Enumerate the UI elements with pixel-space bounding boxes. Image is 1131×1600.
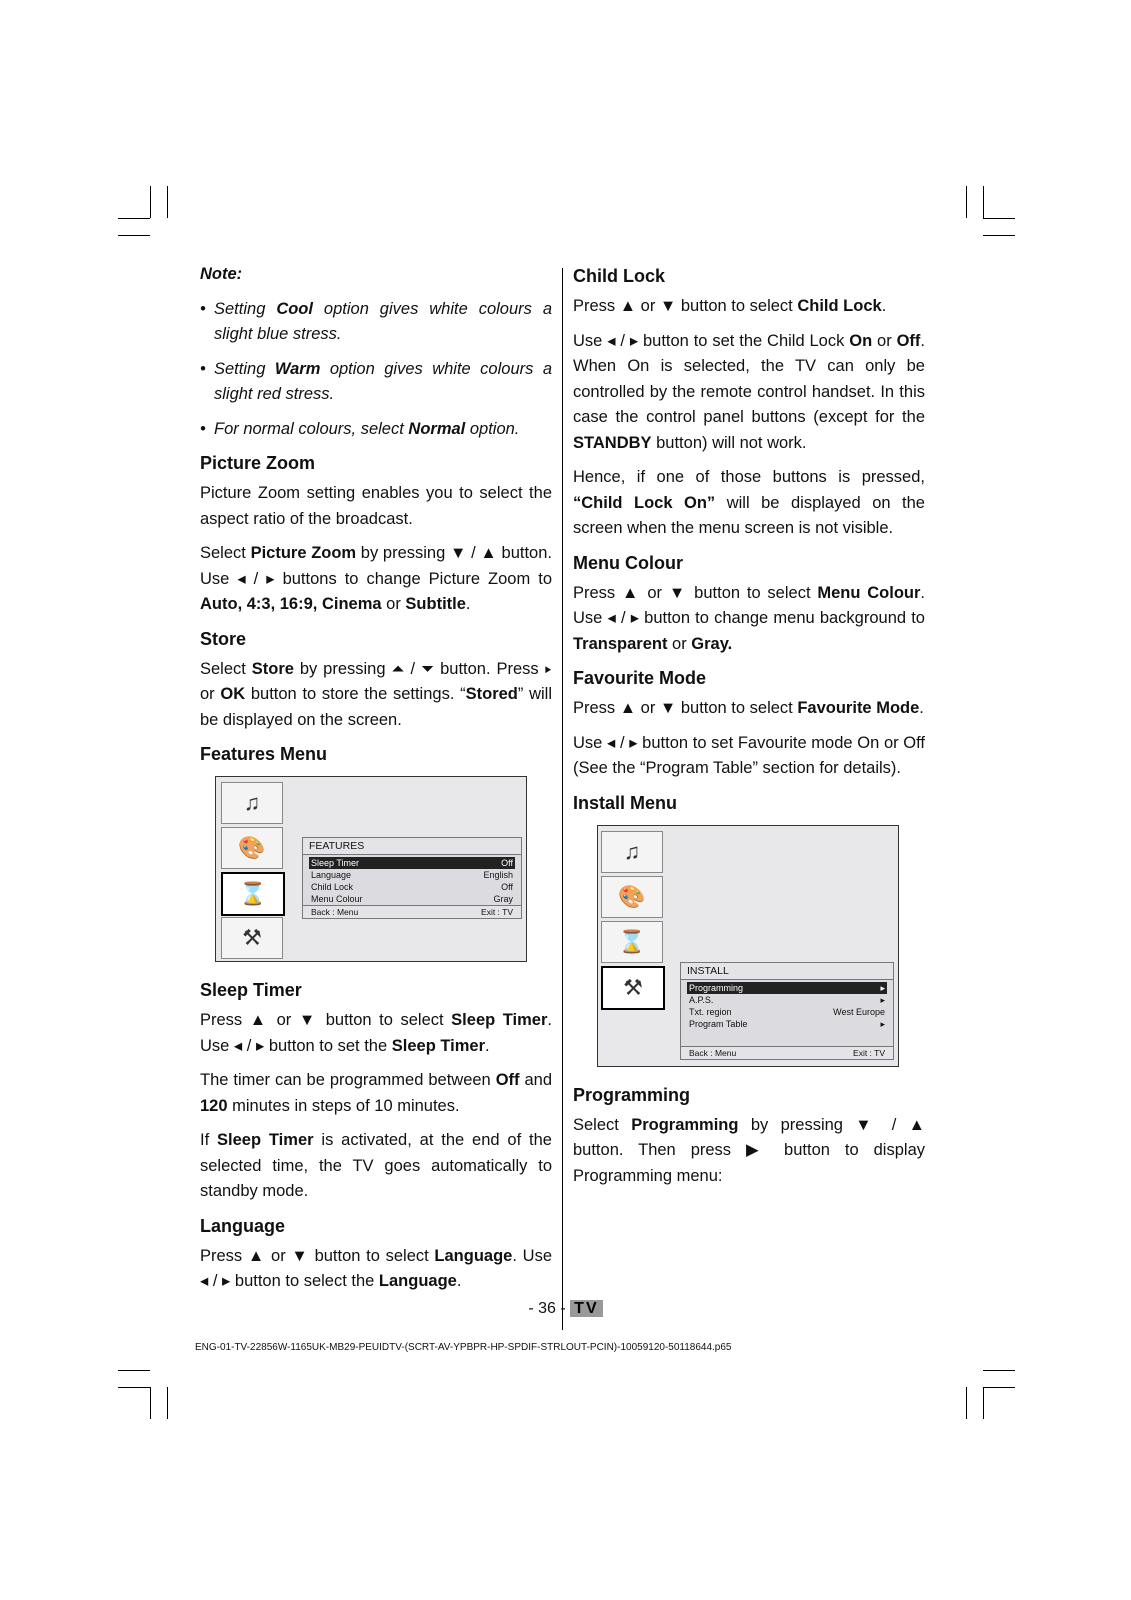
menu-footer: Back : Menu Exit : TV bbox=[681, 1046, 893, 1059]
section-title-store: Store bbox=[200, 628, 247, 649]
paragraph: Press ▲ or ▼ button to select Sleep Timer. Use ◂ / ▸ button to set the Sleep Timer. bbox=[200, 1011, 552, 1055]
paragraph: Press ▲ or ▼ button to select Menu Colour. Use ◂ / ▸ button to change menu background to Transparent or Gray. bbox=[573, 583, 925, 653]
paragraph: Hence, if one of those buttons is pressed, “Child Lock On” will be displayed on the screen when the menu screen is not visible. bbox=[573, 468, 925, 537]
menu-row: A.P.S. ▸ bbox=[689, 994, 885, 1005]
features-icon: ⌛ bbox=[601, 921, 663, 963]
picture-icon: 🎨 bbox=[221, 827, 283, 869]
features-menu-panel bbox=[302, 837, 522, 919]
crop-mark bbox=[150, 186, 151, 218]
install-menu-panel bbox=[680, 962, 894, 1060]
install-icon: ⚒ bbox=[221, 917, 283, 959]
menu-footer: Back : Menu Exit : TV bbox=[303, 905, 521, 918]
paragraph: Press ▲ or ▼ button to select Child Lock. bbox=[573, 297, 887, 315]
sound-icon: ♫ bbox=[601, 831, 663, 873]
crop-mark bbox=[983, 1387, 1015, 1388]
section-title-child-lock: Child Lock bbox=[573, 266, 666, 286]
menu-row: Language English bbox=[311, 870, 513, 880]
section-title-sleep-timer: Sleep Timer bbox=[200, 980, 302, 1000]
page-number: - 36 - TV bbox=[0, 1300, 1131, 1318]
features-icon: ⌛ bbox=[221, 872, 285, 916]
paragraph: Select Programming by pressing ▼ / ▲ button. Then press ▶ button to display Programming menu: bbox=[573, 1115, 925, 1185]
page-tag: TV bbox=[570, 1300, 602, 1317]
crop-mark bbox=[167, 1387, 168, 1419]
crop-mark bbox=[966, 186, 967, 218]
section-title-favourite-mode: Favourite Mode bbox=[573, 668, 707, 688]
crop-mark bbox=[167, 186, 168, 218]
install-icon: ⚒ bbox=[601, 966, 665, 1010]
menu-row: Sleep Timer Off bbox=[311, 858, 513, 868]
paragraph: Use ◂ / ▸ button to set the Child Lock On or Off. When On is selected, the TV can only be controlled by the remote control handset. In this case the control panel buttons (except for the STANDBY button) will not work. bbox=[573, 331, 926, 452]
menu-title: FEATURES bbox=[303, 838, 521, 855]
paragraph: Use ◂ / ▸ button to set Favourite mode On or Off (See the “Program Table” section for details). bbox=[573, 733, 925, 777]
note-bullet: • Setting Warm option gives white colours a slight red stress. bbox=[200, 359, 552, 403]
menu-row: Program Table ▸ bbox=[689, 1018, 885, 1029]
paragraph: Select Store by pressing ⏶ / ⏷ button. Press ▸ or OK button to store the settings. “Stored” will be displayed on the screen. bbox=[200, 659, 552, 729]
menu-row: Txt. region West Europe bbox=[689, 1006, 885, 1017]
crop-mark bbox=[150, 1387, 151, 1419]
sound-icon: ♫ bbox=[221, 782, 283, 824]
section-title-programming: Programming bbox=[573, 1084, 691, 1105]
column-divider bbox=[562, 268, 563, 1330]
note-block bbox=[200, 262, 552, 442]
right-column bbox=[573, 262, 925, 1198]
picture-icon: 🎨 bbox=[601, 876, 663, 918]
crop-mark bbox=[118, 235, 150, 236]
crop-mark bbox=[118, 1370, 150, 1371]
paragraph: Press ▲ or ▼ button to select Favourite Mode. bbox=[573, 699, 924, 717]
crop-mark bbox=[118, 1387, 150, 1388]
left-column bbox=[200, 262, 552, 1304]
crop-mark bbox=[983, 1370, 1015, 1371]
menu-row: Programming ▸ bbox=[689, 982, 885, 993]
paragraph: Press ▲ or ▼ button to select Language. Use ◂ / ▸ button to select the Language. bbox=[200, 1246, 552, 1290]
section-title-menu-colour: Menu Colour bbox=[573, 552, 683, 573]
features-menu-screenshot bbox=[215, 776, 527, 962]
crop-mark bbox=[983, 235, 1015, 236]
section-title-picture-zoom: Picture Zoom bbox=[200, 453, 316, 473]
section-title-features-menu: Features Menu bbox=[200, 744, 328, 764]
crop-mark bbox=[118, 218, 150, 219]
section-title-language: Language bbox=[200, 1215, 286, 1236]
paragraph: Select Picture Zoom by pressing ▼ / ▲ button. Use ◂ / ▸ buttons to change Picture Zoom to Auto, 4:3, 16:9, Cinema or Subtitle. bbox=[200, 544, 552, 613]
crop-mark bbox=[983, 186, 984, 218]
menu-title: INSTALL bbox=[681, 963, 893, 980]
paragraph: If Sleep Timer is activated, at the end of the selected time, the TV goes automatically to standby mode. bbox=[200, 1131, 552, 1200]
note-bullet: • For normal colours, select Normal option. bbox=[200, 419, 520, 438]
section-title-install-menu: Install Menu bbox=[573, 792, 678, 813]
crop-mark bbox=[983, 218, 1015, 219]
menu-row: Child Lock Off bbox=[311, 882, 513, 892]
crop-mark bbox=[983, 1387, 984, 1419]
paragraph: The timer can be programmed between Off and 120 minutes in steps of 10 minutes. bbox=[200, 1071, 552, 1115]
paragraph: Picture Zoom setting enables you to select the aspect ratio of the broadcast. bbox=[200, 484, 552, 528]
note-bullet: • Setting Cool option gives white colours a slight blue stress. bbox=[200, 299, 552, 343]
install-menu-screenshot bbox=[597, 825, 899, 1067]
menu-row: Menu Colour Gray bbox=[311, 894, 513, 904]
crop-mark bbox=[966, 1387, 967, 1419]
file-footer: ENG-01-TV-22856W-1165UK-MB29-PEUIDTV-(SCRT-AV-YPBPR-HP-SPDIF-STRLOUT-PCIN)-10059120-50118644.p65 bbox=[195, 1342, 732, 1353]
note-heading: Note: bbox=[200, 265, 243, 283]
